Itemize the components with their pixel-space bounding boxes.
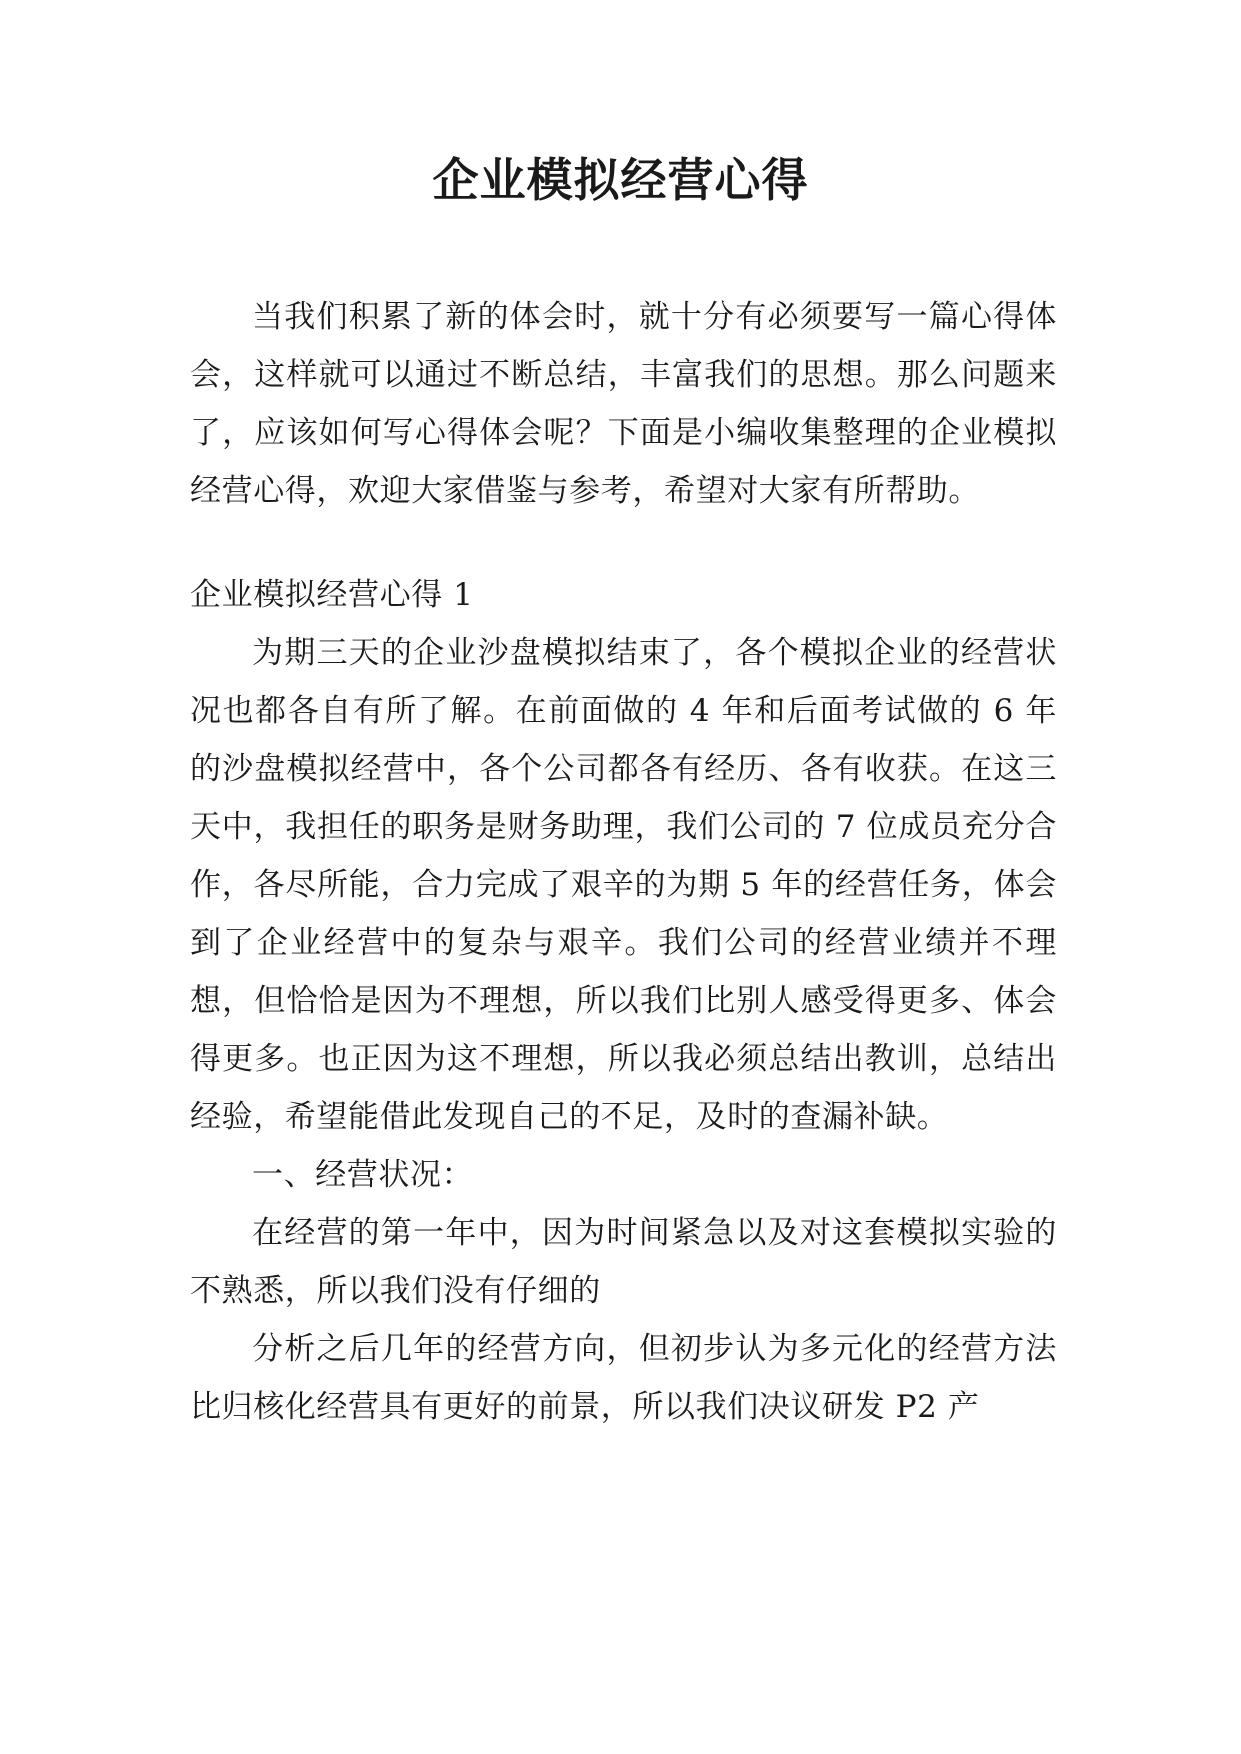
intro-paragraph: 当我们积累了新的体会时，就十分有必须要写一篇心得体会，这样就可以通过不断总结，丰富我们的思想。那么问题来了，应该如何写心得体会呢？下面是小编收集整理的企业模拟经营心得，欢迎大家借鉴与参考，希望对大家有所帮助。 [190, 299, 1057, 509]
document-title: 企业模拟经营心得 [432, 153, 809, 207]
body-paragraph: 一、经营状况： [252, 1157, 474, 1193]
section-heading: 企业模拟经营心得 1 [190, 577, 474, 613]
body-paragraph: 分析之后几年的经营方向，但初步认为多元化的经营方法比归核化经营具有更好的前景，所以我们决议研发 P2 产 [190, 1331, 1057, 1425]
document-body [190, 288, 1057, 1436]
body-paragraph: 为期三天的企业沙盘模拟结束了，各个模拟企业的经营状况也都各自有所了解。在前面做的 4 年和后面考试做的 6 年的沙盘模拟经营中，各个公司都各有经历、各有收获。在这三天中，我担任的职务是财务助理，我们公司的 7 位成员充分合作，各尽所能，合力完成了艰辛的为期 5 年的经营任务，体会到了企业经营中的复杂与艰辛。我们公司的经营业绩并不理想，但恰恰是因为不理想，所以我们比别人感受得更多、体会得更多。也正因为这不理想，所以我必须总结出教训，总结出经验，希望能借此发现自己的不足，及时的查漏补缺。 [190, 635, 1057, 1135]
body-paragraph: 在经营的第一年中，因为时间紧急以及对这套模拟实验的不熟悉，所以我们没有仔细的 [190, 1215, 1057, 1309]
